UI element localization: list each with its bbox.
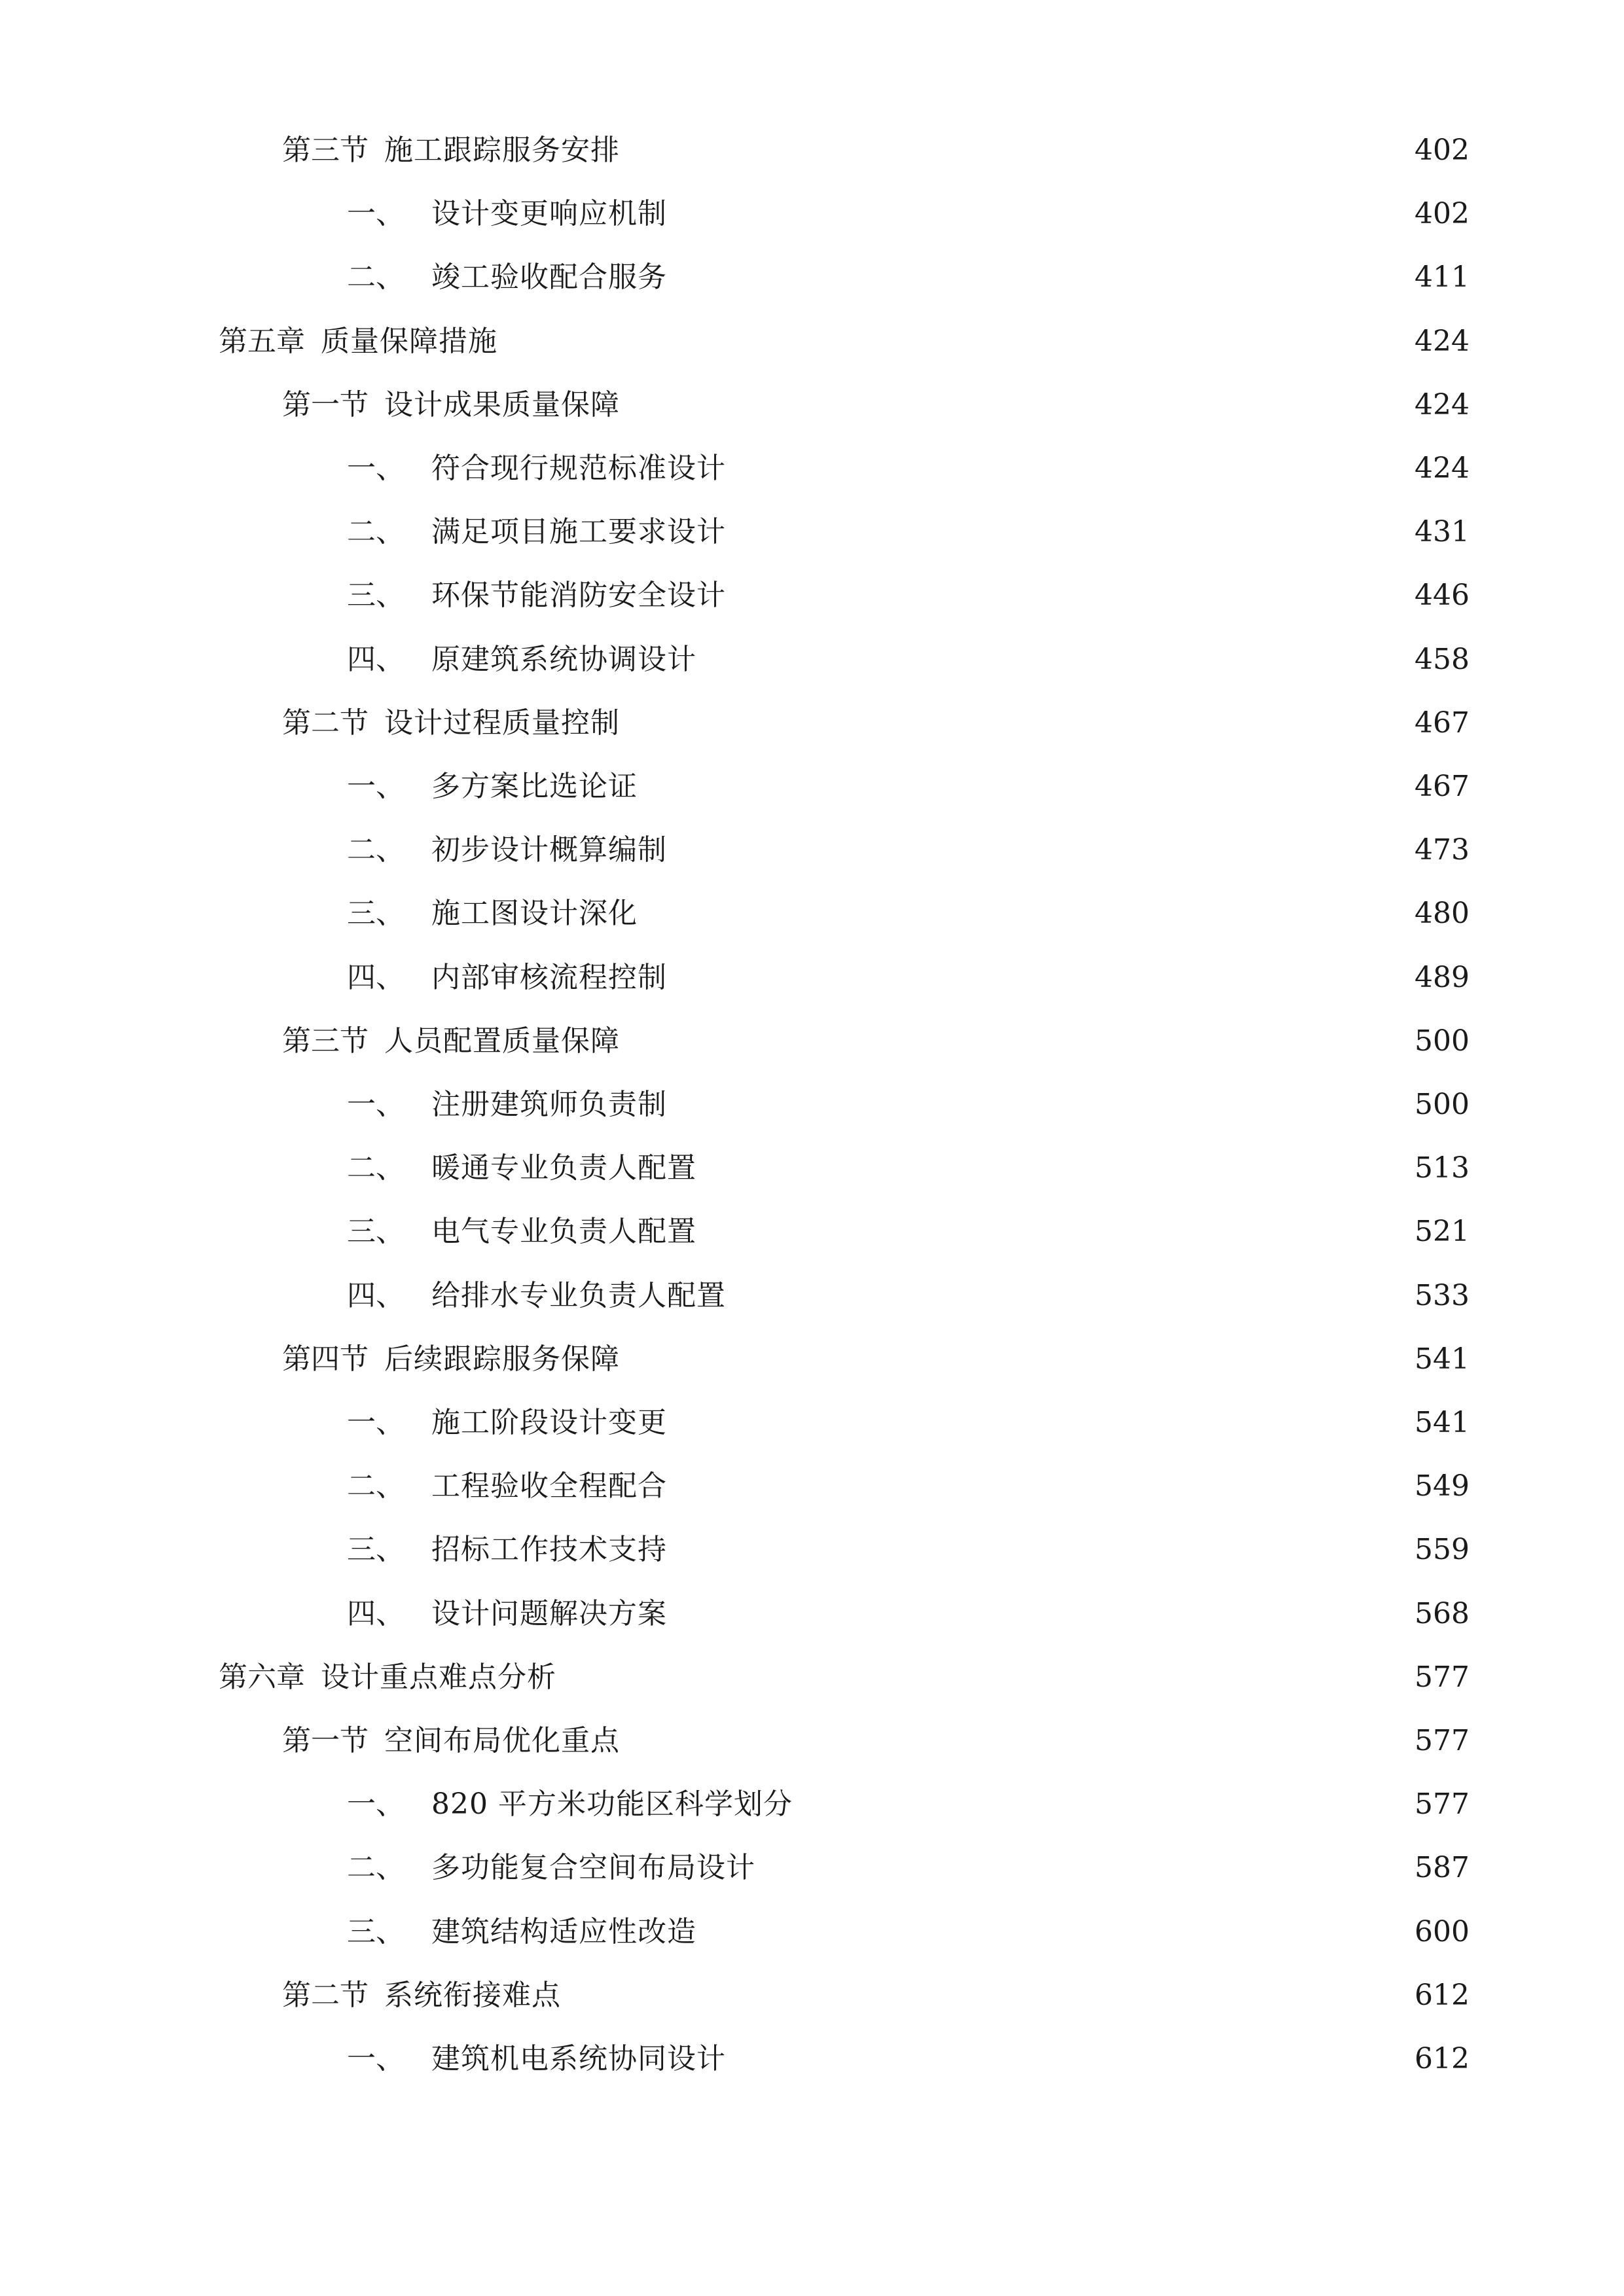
toc-entry[interactable] [347,888,1470,940]
toc-entry[interactable] [347,1079,1470,1131]
toc-entry[interactable] [347,1397,1470,1449]
toc-entry[interactable] [347,188,1470,240]
toc-entry[interactable] [347,824,1470,876]
dot-leader [628,124,1405,177]
toc-entry-title: 后续跟踪服务保障 [384,1342,620,1376]
dot-leader [675,251,1405,304]
toc-entry-title: 原建筑系统协调设计 [431,643,696,676]
toc-entry-page-number: 467 [1415,706,1470,740]
toc-entry-number: 三、 [347,1215,405,1248]
toc-entry[interactable] [347,1778,1470,1831]
toc-entry-number: 第一节 [282,388,369,422]
toc-entry-number: 一、 [347,197,405,230]
toc-entry[interactable] [282,124,1470,177]
toc-entry-page-number: 446 [1415,579,1470,612]
dot-leader [763,1842,1405,1894]
toc-entry-number: 二、 [347,1851,405,1884]
toc-entry[interactable] [282,1715,1470,1767]
toc-entry-number: 第六章 [219,1660,305,1694]
toc-entry-number: 第三节 [282,1024,369,1058]
dot-leader [675,1524,1405,1576]
toc-entry-number: 四、 [347,643,405,676]
dot-leader [734,1270,1405,1322]
toc-entry-number: 二、 [347,1151,405,1185]
toc-entry-title: 建筑机电系统协同设计 [431,2042,726,2075]
toc-entry-page-number: 458 [1415,643,1470,676]
toc-entry-title: 设计成果质量保障 [384,388,620,422]
dot-leader [628,379,1405,431]
toc-entry-number: 一、 [347,1406,405,1439]
toc-entry-number: 三、 [347,1533,405,1566]
dot-leader [704,1206,1405,1258]
toc-entry-number: 三、 [347,579,405,612]
dot-leader [675,1588,1405,1640]
dot-leader [734,2033,1405,2085]
dot-leader [734,506,1405,558]
toc-entry[interactable] [347,1206,1470,1258]
toc-entry-title: 人员配置质量保障 [384,1024,620,1058]
toc-entry-title: 空间布局优化重点 [384,1724,620,1757]
dot-leader [675,188,1405,240]
toc-entry-page-number: 489 [1415,961,1470,994]
toc-entry-page-number: 467 [1415,770,1470,803]
toc-entry[interactable] [347,1906,1470,1958]
toc-entry-title: 设计重点难点分析 [321,1660,556,1694]
toc-entry-page-number: 577 [1415,1660,1470,1694]
toc-entry-number: 三、 [347,897,405,930]
toc-entry[interactable] [347,1842,1470,1894]
toc-entry-number: 一、 [347,452,405,485]
toc-entry-title: 施工跟踪服务安排 [384,134,620,167]
toc-entry[interactable] [282,1969,1470,2022]
toc-entry[interactable] [347,761,1470,813]
toc-entry-page-number: 500 [1415,1024,1470,1058]
toc-entry-title: 820 平方米功能区科学划分 [431,1787,793,1821]
toc-entry-page-number: 473 [1415,833,1470,867]
toc-entry-title: 环保节能消防安全设计 [431,579,726,612]
dot-leader [675,952,1405,1004]
toc-entry-page-number: 424 [1415,325,1470,358]
dot-leader [704,1142,1405,1194]
toc-entry[interactable] [347,1142,1470,1194]
toc-entry-number: 第二节 [282,706,369,740]
toc-entry[interactable] [347,1270,1470,1322]
toc-entry-title: 注册建筑师负责制 [431,1088,667,1121]
toc-entry-number: 二、 [347,260,405,294]
toc-entry-title: 设计过程质量控制 [384,706,620,740]
dot-leader [704,634,1405,686]
toc-entry-title: 设计变更响应机制 [431,197,667,230]
toc-entry-page-number: 500 [1415,1088,1470,1121]
dot-leader [628,1015,1405,1067]
toc-entry-number: 四、 [347,1279,405,1312]
toc-entry-number: 一、 [347,1088,405,1121]
toc-entry-page-number: 600 [1415,1915,1470,1948]
toc-entry-number: 四、 [347,961,405,994]
dot-leader [564,1651,1405,1704]
toc-entry-number: 四、 [347,1597,405,1630]
toc-entry-page-number: 541 [1415,1342,1470,1376]
toc-entry-number: 第五章 [219,325,305,358]
toc-entry-page-number: 612 [1415,2042,1470,2075]
toc-entry-title: 内部审核流程控制 [431,961,667,994]
toc-entry-page-number: 411 [1415,260,1470,294]
toc-entry-number: 第四节 [282,1342,369,1376]
dot-leader [801,1778,1405,1831]
dot-leader [675,1460,1405,1513]
toc-entry-page-number: 533 [1415,1279,1470,1312]
toc-entry[interactable] [219,315,1470,368]
toc-entry-number: 二、 [347,833,405,867]
dot-leader [734,442,1405,495]
toc-entry-page-number: 521 [1415,1215,1470,1248]
toc-entry-page-number: 612 [1415,1979,1470,2012]
toc-entry-number: 一、 [347,2042,405,2075]
toc-entry-title: 电气专业负责人配置 [431,1215,696,1248]
toc-entry-title: 符合现行规范标准设计 [431,452,726,485]
dot-leader [628,1333,1405,1386]
toc-entry-page-number: 480 [1415,897,1470,930]
toc-entry[interactable] [219,1651,1470,1704]
toc-entry[interactable] [347,1588,1470,1640]
toc-entry-page-number: 559 [1415,1533,1470,1566]
toc-entry-title: 建筑结构适应性改造 [431,1915,696,1948]
toc-entry-title: 初步设计概算编制 [431,833,667,867]
dot-leader [628,697,1405,749]
toc-entry-title: 多功能复合空间布局设计 [431,1851,755,1884]
toc-entry-page-number: 402 [1415,197,1470,230]
toc-entry-number: 第三节 [282,134,369,167]
toc-entry-page-number: 402 [1415,134,1470,167]
toc-entry-page-number: 587 [1415,1851,1470,1884]
dot-leader [704,1906,1405,1958]
toc-entry[interactable] [282,379,1470,431]
toc-entry-number: 一、 [347,1787,405,1821]
toc-entry-title: 暖通专业负责人配置 [431,1151,696,1185]
toc-entry-title: 设计问题解决方案 [431,1597,667,1630]
toc-entry[interactable] [282,697,1470,749]
toc-entry-title: 质量保障措施 [321,325,497,358]
dot-leader [628,1715,1405,1767]
toc-entry-number: 第一节 [282,1724,369,1757]
toc-entry-title: 系统衔接难点 [384,1979,561,2012]
toc-entry-page-number: 424 [1415,388,1470,422]
toc-entry-title: 施工阶段设计变更 [431,1406,667,1439]
toc-entry-page-number: 577 [1415,1787,1470,1821]
toc-entry[interactable] [347,2033,1470,2085]
toc-entry-page-number: 424 [1415,452,1470,485]
dot-leader [675,824,1405,876]
toc-entry-number: 二、 [347,1469,405,1503]
dot-leader [675,1079,1405,1131]
toc-entry[interactable] [347,506,1470,558]
dot-leader [645,761,1405,813]
toc-entry-page-number: 513 [1415,1151,1470,1185]
toc-entry-number: 第二节 [282,1979,369,2012]
toc-entry[interactable] [347,1460,1470,1513]
toc-entry[interactable] [282,1015,1470,1067]
dot-leader [675,1397,1405,1449]
toc-entry-title: 招标工作技术支持 [431,1533,667,1566]
dot-leader [569,1969,1405,2022]
toc-entry-title: 工程验收全程配合 [431,1469,667,1503]
toc-entry-title: 满足项目施工要求设计 [431,515,726,548]
toc-entry-title: 给排水专业负责人配置 [431,1279,726,1312]
toc-entry[interactable] [347,442,1470,495]
toc-entry[interactable] [282,1333,1470,1386]
toc-entry[interactable] [347,952,1470,1004]
dot-leader [645,888,1405,940]
toc-entry-page-number: 431 [1415,515,1470,548]
toc-entry[interactable] [347,569,1470,622]
dot-leader [505,315,1405,368]
toc-entry-number: 三、 [347,1915,405,1948]
toc-entry-page-number: 541 [1415,1406,1470,1439]
toc-entry-title: 多方案比选论证 [431,770,638,803]
toc-entry-page-number: 549 [1415,1469,1470,1503]
toc-entry-title: 施工图设计深化 [431,897,638,930]
toc-entry-number: 二、 [347,515,405,548]
toc-entry-page-number: 577 [1415,1724,1470,1757]
toc-entry-page-number: 568 [1415,1597,1470,1630]
toc-entry-title: 竣工验收配合服务 [431,260,667,294]
toc-entry[interactable] [347,251,1470,304]
dot-leader [734,569,1405,622]
toc-entry-number: 一、 [347,770,405,803]
toc-entry[interactable] [347,634,1470,686]
toc-entry[interactable] [347,1524,1470,1576]
